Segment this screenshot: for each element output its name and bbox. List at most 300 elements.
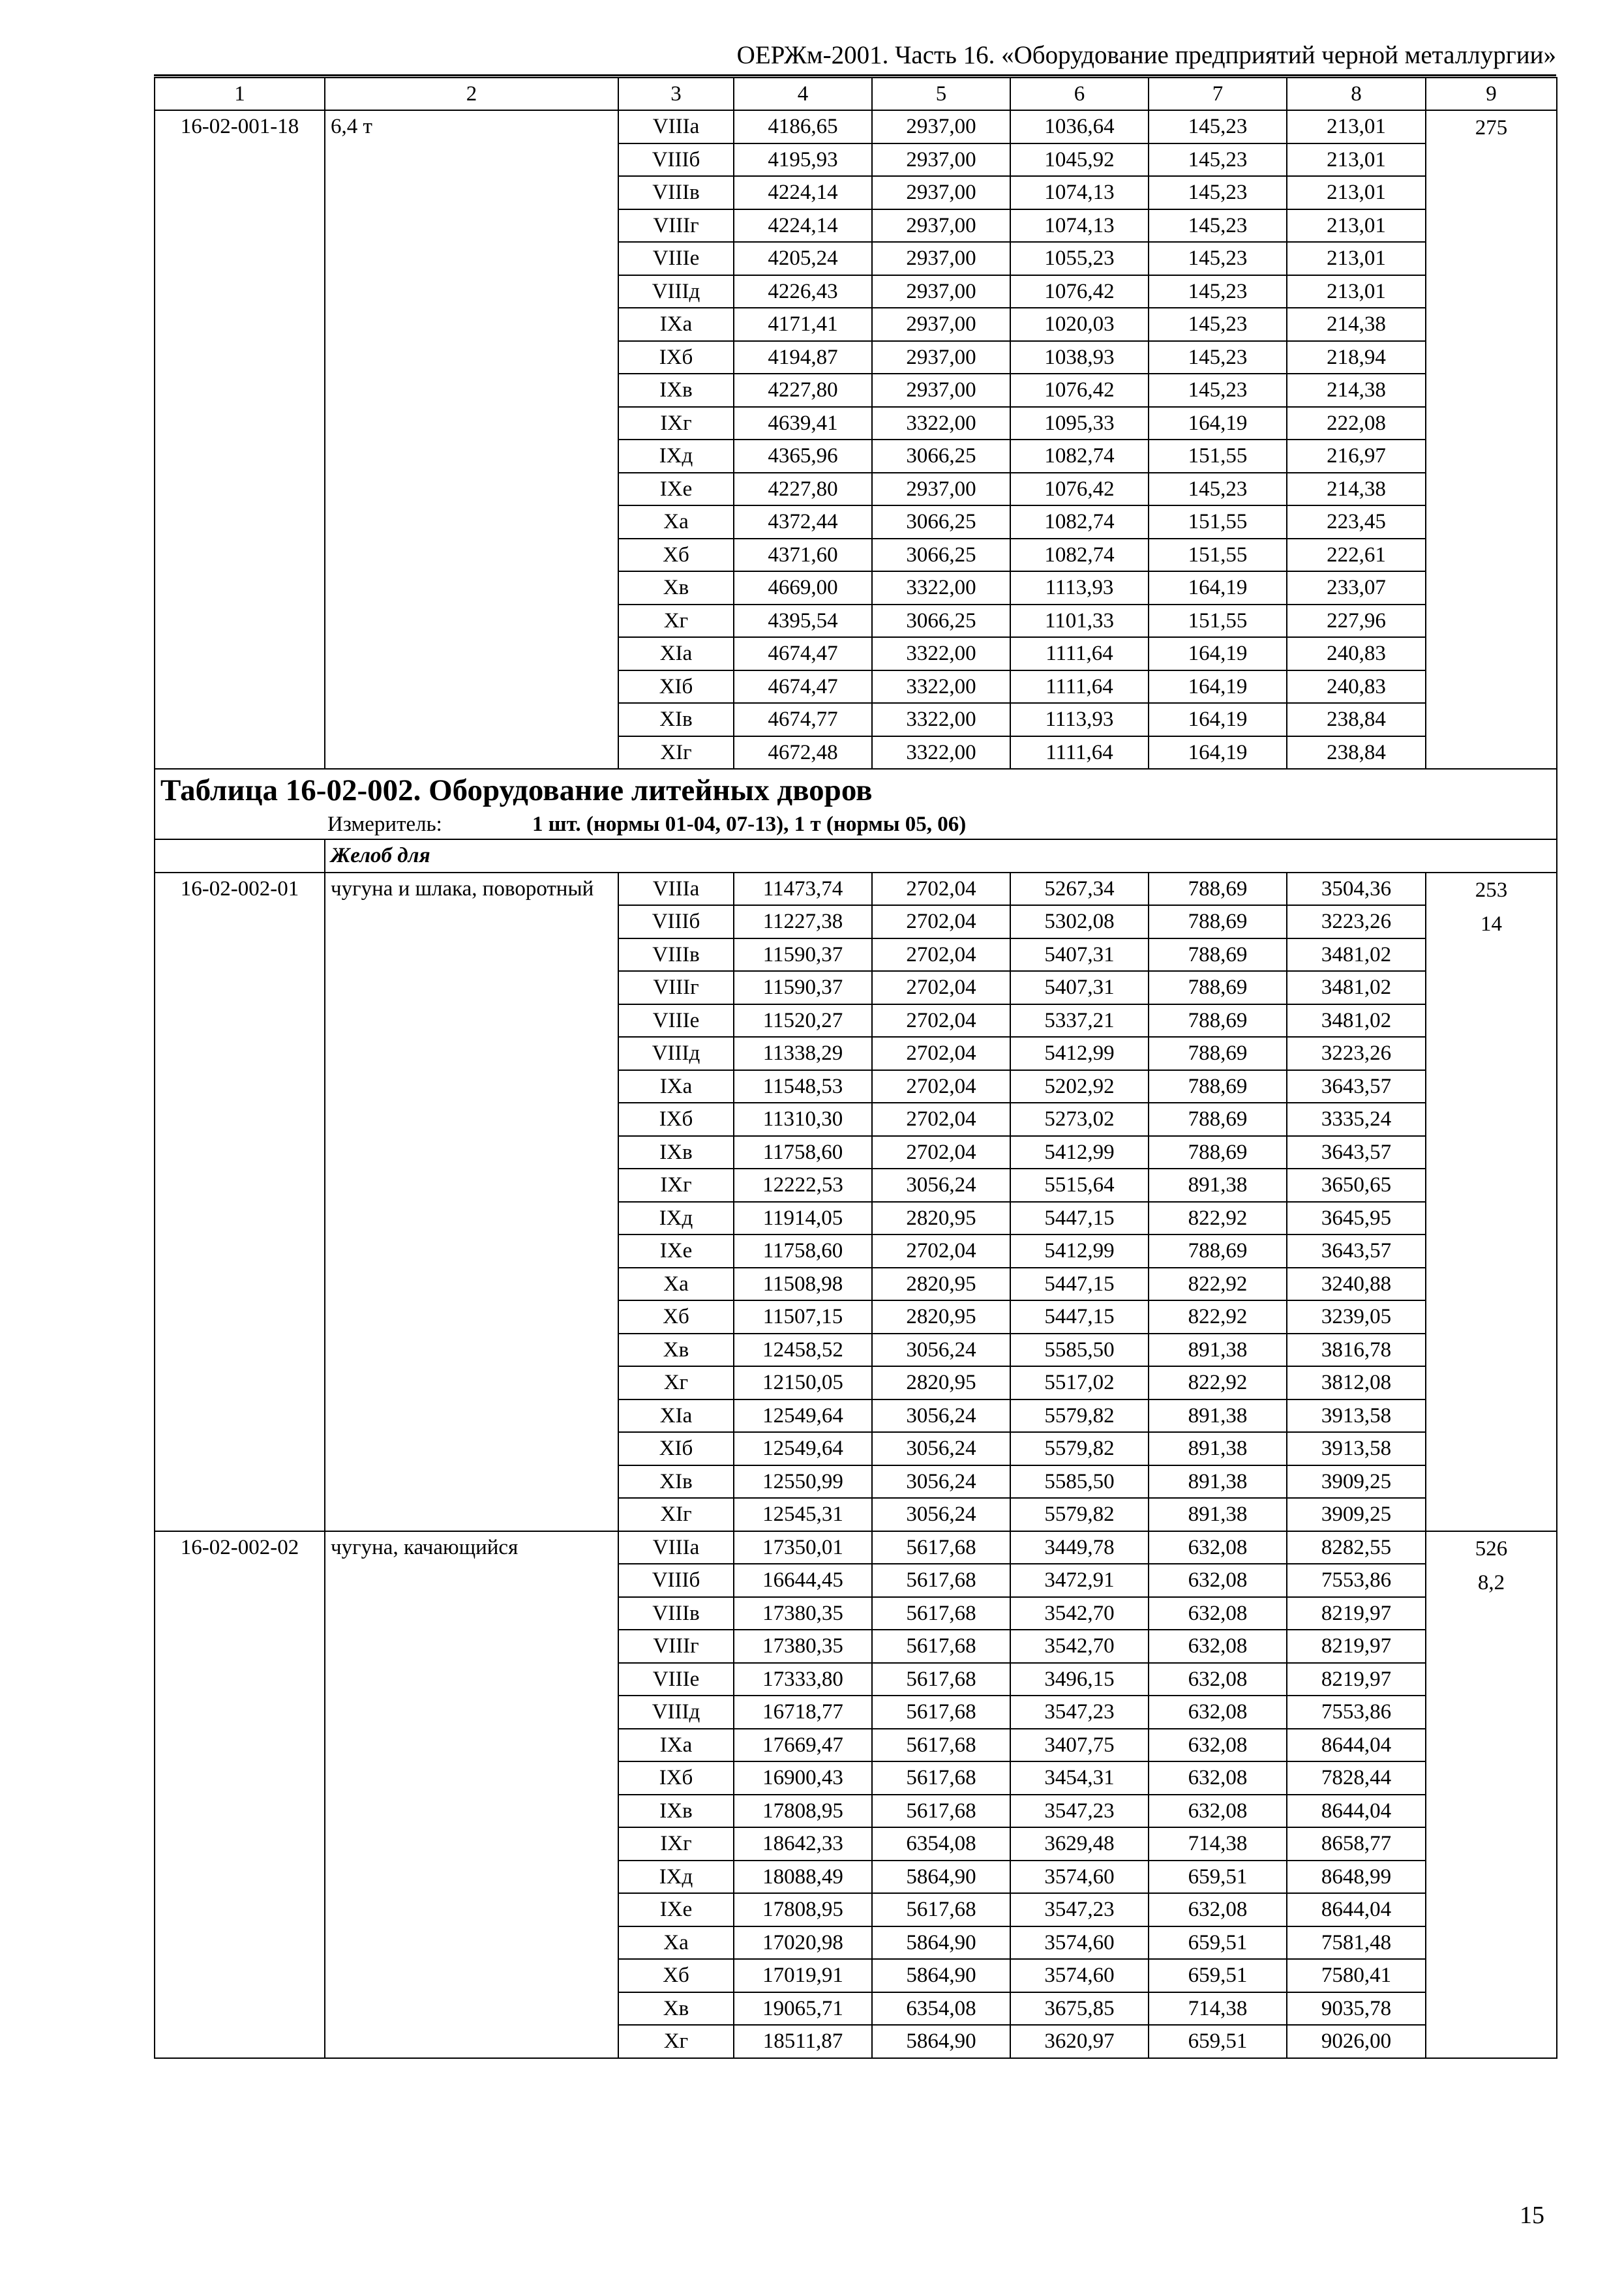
value-cell: 891,38 [1149,1498,1287,1531]
value-cell: 3643,57 [1287,1234,1426,1268]
value-cell: 5864,90 [872,1959,1010,1992]
value-cell: 222,08 [1287,407,1426,440]
value-cell: 164,19 [1149,571,1287,605]
value-cell: 1101,33 [1010,605,1149,638]
value-cell: 164,19 [1149,637,1287,670]
value-cell: 5617,68 [872,1531,1010,1564]
value-cell: 9035,78 [1287,1992,1426,2026]
value-cell: 3816,78 [1287,1334,1426,1367]
value-cell: 5585,50 [1010,1465,1149,1499]
region-class: Xг [618,605,734,638]
value-cell: 4674,77 [734,703,872,736]
value-cell: 18088,49 [734,1861,872,1894]
value-cell: 3913,58 [1287,1399,1426,1433]
region-class: IXе [618,473,734,506]
column-number-row [155,78,1557,110]
value-cell: 11338,29 [734,1037,872,1070]
value-cell: 632,08 [1149,1729,1287,1762]
value-cell: 1082,74 [1010,539,1149,572]
value-cell: 788,69 [1149,1070,1287,1103]
value-cell: 11758,60 [734,1234,872,1268]
value-cell: 2820,95 [872,1268,1010,1301]
region-class: IXе [618,1893,734,1926]
value-cell: 17380,35 [734,1597,872,1630]
value-cell: 2937,00 [872,110,1010,143]
norm-name-text: чугуна, качающийся [331,1535,519,1559]
region-class: VIIIв [618,938,734,972]
region-class: XIб [618,1432,734,1465]
region-class: Xб [618,1959,734,1992]
value-cell: 5412,99 [1010,1037,1149,1070]
region-class: IXд [618,1202,734,1235]
value-cell: 1074,13 [1010,209,1149,243]
value-cell: 8658,77 [1287,1827,1426,1861]
value-cell: 11590,37 [734,938,872,972]
value-cell: 12550,99 [734,1465,872,1499]
value-cell: 2937,00 [872,308,1010,341]
value-cell: 3643,57 [1287,1070,1426,1103]
unit-label: Измеритель: [327,813,442,836]
value-cell: 3909,25 [1287,1465,1426,1499]
value-cell: 3472,91 [1010,1564,1149,1597]
value-cell: 2702,04 [872,1103,1010,1136]
value-cell: 5447,15 [1010,1268,1149,1301]
value-cell: 2702,04 [872,971,1010,1004]
value-cell: 12549,64 [734,1399,872,1433]
value-cell: 632,08 [1149,1893,1287,1926]
value-cell: 145,23 [1149,473,1287,506]
value-cell: 1111,64 [1010,670,1149,704]
value-cell: 5273,02 [1010,1103,1149,1136]
unit-value: 1 шт. (нормы 01-04, 07-13), 1 т (нормы 05, 06) [532,813,967,836]
value-cell: 788,69 [1149,1136,1287,1169]
value-cell: 18642,33 [734,1827,872,1861]
value-cell: 11507,15 [734,1300,872,1334]
value-cell: 7580,41 [1287,1959,1426,1992]
value-cell: 4186,65 [734,110,872,143]
value-cell: 227,96 [1287,605,1426,638]
value-cell: 2937,00 [872,473,1010,506]
value-cell: 659,51 [1149,1959,1287,1992]
region-class: VIIIа [618,1531,734,1564]
value-cell: 7553,86 [1287,1564,1426,1597]
value-cell: 632,08 [1149,1597,1287,1630]
value-cell: 3650,65 [1287,1169,1426,1202]
value-cell: 5617,68 [872,1761,1010,1795]
value-cell: 3066,25 [872,605,1010,638]
region-class: IXг [618,407,734,440]
value-cell: 145,23 [1149,176,1287,209]
column-number: 4 [734,78,872,110]
value-cell: 1111,64 [1010,736,1149,770]
table-heading [155,769,1557,839]
value-cell: 3322,00 [872,736,1010,770]
value-cell: 5585,50 [1010,1334,1149,1367]
value-cell: 3547,23 [1010,1696,1149,1729]
region-class: IXд [618,1861,734,1894]
region-class: IXа [618,1070,734,1103]
value-cell: 1055,23 [1010,242,1149,275]
region-class: VIIIе [618,242,734,275]
value-cell: 2702,04 [872,1136,1010,1169]
value-cell: 5579,82 [1010,1399,1149,1433]
value-cell: 5579,82 [1010,1432,1149,1465]
value-cell: 4639,41 [734,407,872,440]
value-cell: 213,01 [1287,143,1426,177]
value-cell: 4205,24 [734,242,872,275]
value-cell: 4227,80 [734,374,872,407]
value-cell: 151,55 [1149,539,1287,572]
value-cell: 238,84 [1287,703,1426,736]
value-cell: 891,38 [1149,1399,1287,1433]
value-cell: 2937,00 [872,374,1010,407]
region-class: IXа [618,308,734,341]
column-number: 5 [872,78,1010,110]
value-cell: 11590,37 [734,971,872,1004]
region-class: Xг [618,1366,734,1399]
region-class: Xб [618,1300,734,1334]
value-cell: 5337,21 [1010,1004,1149,1038]
value-cell: 12545,31 [734,1498,872,1531]
value-cell: 5617,68 [872,1630,1010,1663]
column-number: 9 [1426,78,1557,110]
norm-name-text: чугуна и шлака, поворотный [331,876,594,901]
region-class: Xа [618,505,734,539]
value-cell: 5617,68 [872,1597,1010,1630]
value-cell: 3056,24 [872,1169,1010,1202]
value-cell: 3322,00 [872,703,1010,736]
value-cell: 17350,01 [734,1531,872,1564]
norm-name [325,110,618,769]
value-cell: 164,19 [1149,703,1287,736]
value-cell: 5579,82 [1010,1498,1149,1531]
column-number: 6 [1010,78,1149,110]
value-cell: 3542,70 [1010,1630,1149,1663]
value-cell: 3454,31 [1010,1761,1149,1795]
value-cell: 3335,24 [1287,1103,1426,1136]
value-cell: 3066,25 [872,505,1010,539]
value-cell: 213,01 [1287,110,1426,143]
value-cell: 4194,87 [734,341,872,374]
value-cell: 8219,97 [1287,1597,1426,1630]
value-cell: 9026,00 [1287,2025,1426,2058]
value-cell: 17669,47 [734,1729,872,1762]
value-cell: 214,38 [1287,473,1426,506]
value-cell: 3056,24 [872,1498,1010,1531]
value-cell: 17333,80 [734,1663,872,1696]
value-cell: 11520,27 [734,1004,872,1038]
value-cell: 5202,92 [1010,1070,1149,1103]
value-cell: 17380,35 [734,1630,872,1663]
labor-cost-value: 526 [1475,1536,1508,1561]
region-class: XIг [618,1498,734,1531]
value-cell: 659,51 [1149,2025,1287,2058]
value-cell: 7553,86 [1287,1696,1426,1729]
value-cell: 632,08 [1149,1663,1287,1696]
region-class: VIIIб [618,905,734,938]
value-cell: 5447,15 [1010,1300,1149,1334]
value-cell: 151,55 [1149,440,1287,473]
value-cell: 4226,43 [734,275,872,308]
region-class: VIIIв [618,1597,734,1630]
value-cell: 2702,04 [872,873,1010,906]
value-cell: 5267,34 [1010,873,1149,906]
value-cell: 2820,95 [872,1300,1010,1334]
value-cell: 12549,64 [734,1432,872,1465]
value-cell: 5617,68 [872,1564,1010,1597]
value-cell: 3322,00 [872,407,1010,440]
value-cell: 3322,00 [872,637,1010,670]
region-class: VIIIе [618,1663,734,1696]
value-cell: 216,97 [1287,440,1426,473]
value-cell: 5407,31 [1010,971,1149,1004]
region-class: XIв [618,1465,734,1499]
value-cell: 5515,64 [1010,1169,1149,1202]
value-cell: 2937,00 [872,275,1010,308]
value-cell: 2702,04 [872,1037,1010,1070]
region-class: VIIIв [618,176,734,209]
region-class: VIIIд [618,275,734,308]
value-cell: 3481,02 [1287,938,1426,972]
region-class: IXе [618,1234,734,1268]
value-cell: 822,92 [1149,1300,1287,1334]
value-cell: 788,69 [1149,1037,1287,1070]
value-cell: 3240,88 [1287,1268,1426,1301]
region-class: IXв [618,1136,734,1169]
value-cell: 145,23 [1149,374,1287,407]
column-number: 3 [618,78,734,110]
region-class: XIа [618,637,734,670]
value-cell: 145,23 [1149,275,1287,308]
table-row [155,1531,1557,1564]
value-cell: 6354,08 [872,1992,1010,2026]
value-cell: 4224,14 [734,209,872,243]
value-cell: 145,23 [1149,143,1287,177]
region-class: VIIIа [618,873,734,906]
value-cell: 659,51 [1149,1861,1287,1894]
value-cell: 632,08 [1149,1630,1287,1663]
region-class: Xв [618,1334,734,1367]
value-cell: 3504,36 [1287,873,1426,906]
labor-cost-value: 253 [1475,878,1508,902]
value-cell: 3322,00 [872,670,1010,704]
norm-code: 16-02-001-18 [155,110,325,769]
value-cell: 891,38 [1149,1169,1287,1202]
value-cell: 4365,96 [734,440,872,473]
value-cell: 1082,74 [1010,505,1149,539]
value-cell: 5617,68 [872,1893,1010,1926]
value-cell: 18511,87 [734,2025,872,2058]
value-cell: 17020,98 [734,1926,872,1960]
value-cell: 17019,91 [734,1959,872,1992]
value-cell: 145,23 [1149,341,1287,374]
column-number: 1 [155,78,325,110]
value-cell: 1020,03 [1010,308,1149,341]
value-cell: 1076,42 [1010,374,1149,407]
region-class: VIIIе [618,1004,734,1038]
value-cell: 659,51 [1149,1926,1287,1960]
region-class: IXг [618,1169,734,1202]
value-cell: 3909,25 [1287,1498,1426,1531]
value-cell: 1038,93 [1010,341,1149,374]
value-cell: 218,94 [1287,341,1426,374]
region-class: VIIIд [618,1696,734,1729]
region-class: VIIIг [618,1630,734,1663]
value-cell: 4672,48 [734,736,872,770]
value-cell: 8644,04 [1287,1729,1426,1762]
value-cell: 5302,08 [1010,905,1149,938]
value-cell: 4669,00 [734,571,872,605]
value-cell: 240,83 [1287,637,1426,670]
region-class: IXб [618,1103,734,1136]
value-cell: 145,23 [1149,209,1287,243]
value-cell: 2702,04 [872,938,1010,972]
table-row [155,110,1557,143]
page-number: 15 [1520,2202,1544,2229]
value-cell: 2702,04 [872,1070,1010,1103]
value-cell: 3574,60 [1010,1861,1149,1894]
value-cell: 1076,42 [1010,275,1149,308]
region-class: Xа [618,1268,734,1301]
value-cell: 5447,15 [1010,1202,1149,1235]
value-cell: 822,92 [1149,1268,1287,1301]
labor-cost-value: 275 [1475,116,1508,140]
value-cell: 7828,44 [1287,1761,1426,1795]
labor-cost-value: 14 [1481,912,1502,936]
region-class: Xа [618,1926,734,1960]
value-cell: 3056,24 [872,1432,1010,1465]
value-cell: 5617,68 [872,1663,1010,1696]
value-cell: 788,69 [1149,1103,1287,1136]
value-cell: 714,38 [1149,1992,1287,2026]
value-cell: 4171,41 [734,308,872,341]
value-cell: 5617,68 [872,1795,1010,1828]
value-cell: 3574,60 [1010,1959,1149,1992]
value-cell: 3542,70 [1010,1597,1149,1630]
value-cell: 11310,30 [734,1103,872,1136]
region-class: Xб [618,539,734,572]
norm-name [325,1531,618,2058]
table-row [155,873,1557,906]
value-cell: 3407,75 [1010,1729,1149,1762]
value-cell: 2937,00 [872,176,1010,209]
value-cell: 3481,02 [1287,971,1426,1004]
value-cell: 7581,48 [1287,1926,1426,1960]
value-cell: 11227,38 [734,905,872,938]
value-cell: 8648,99 [1287,1861,1426,1894]
group-row [155,839,1557,873]
value-cell: 145,23 [1149,308,1287,341]
value-cell: 891,38 [1149,1432,1287,1465]
region-class: Xв [618,1992,734,2026]
region-class: VIIIб [618,143,734,177]
region-class: VIIIб [618,1564,734,1597]
value-cell: 822,92 [1149,1202,1287,1235]
value-cell: 164,19 [1149,407,1287,440]
value-cell: 3066,25 [872,440,1010,473]
value-cell: 4372,44 [734,505,872,539]
region-class: VIIIг [618,971,734,1004]
value-cell: 164,19 [1149,736,1287,770]
value-cell: 3223,26 [1287,1037,1426,1070]
value-cell: 3223,26 [1287,905,1426,938]
value-cell: 4195,93 [734,143,872,177]
value-cell: 222,61 [1287,539,1426,572]
value-cell: 4674,47 [734,637,872,670]
value-cell: 2702,04 [872,1234,1010,1268]
value-cell: 8282,55 [1287,1531,1426,1564]
value-cell: 12222,53 [734,1169,872,1202]
value-cell: 17808,95 [734,1795,872,1828]
norm-code: 16-02-002-02 [155,1531,325,2058]
value-cell: 2702,04 [872,1004,1010,1038]
value-cell: 822,92 [1149,1366,1287,1399]
value-cell: 238,84 [1287,736,1426,770]
value-cell: 12458,52 [734,1334,872,1367]
value-cell: 1082,74 [1010,440,1149,473]
value-cell: 151,55 [1149,505,1287,539]
value-cell: 11548,53 [734,1070,872,1103]
norm-name [325,873,618,1531]
labor-cost-value: 8,2 [1477,1570,1505,1594]
value-cell: 4227,80 [734,473,872,506]
header-title: ОЕРЖм-2001. Часть 16. «Оборудование предприятий черной металлургии» [736,41,1556,69]
value-cell: 714,38 [1149,1827,1287,1861]
column-number: 2 [325,78,618,110]
value-cell: 223,45 [1287,505,1426,539]
labor-cost [1426,110,1557,769]
region-class: IXв [618,374,734,407]
region-class: IXб [618,341,734,374]
value-cell: 891,38 [1149,1334,1287,1367]
value-cell: 632,08 [1149,1531,1287,1564]
value-cell: 233,07 [1287,571,1426,605]
region-class: IXб [618,1761,734,1795]
page-header [154,38,1556,76]
value-cell: 2937,00 [872,242,1010,275]
value-cell: 11473,74 [734,873,872,906]
value-cell: 5864,90 [872,2025,1010,2058]
value-cell: 16718,77 [734,1696,872,1729]
value-cell: 240,83 [1287,670,1426,704]
value-cell: 3322,00 [872,571,1010,605]
value-cell: 1074,13 [1010,176,1149,209]
value-cell: 5412,99 [1010,1136,1149,1169]
value-cell: 11508,98 [734,1268,872,1301]
region-class: XIб [618,670,734,704]
value-cell: 4674,47 [734,670,872,704]
value-cell: 1113,93 [1010,703,1149,736]
table-body [155,78,1557,2058]
value-cell: 17808,95 [734,1893,872,1926]
value-cell: 788,69 [1149,905,1287,938]
price-table [154,77,1557,2059]
norm-code: 16-02-002-01 [155,873,325,1531]
value-cell: 3239,05 [1287,1300,1426,1334]
region-class: VIIIд [618,1037,734,1070]
region-class: VIIIг [618,209,734,243]
value-cell: 3066,25 [872,539,1010,572]
value-cell: 3056,24 [872,1399,1010,1433]
region-class: Xв [618,571,734,605]
value-cell: 2820,95 [872,1366,1010,1399]
value-cell: 3645,95 [1287,1202,1426,1235]
value-cell: 8644,04 [1287,1795,1426,1828]
value-cell: 788,69 [1149,1004,1287,1038]
value-cell: 1076,42 [1010,473,1149,506]
value-cell: 3812,08 [1287,1366,1426,1399]
value-cell: 2937,00 [872,143,1010,177]
